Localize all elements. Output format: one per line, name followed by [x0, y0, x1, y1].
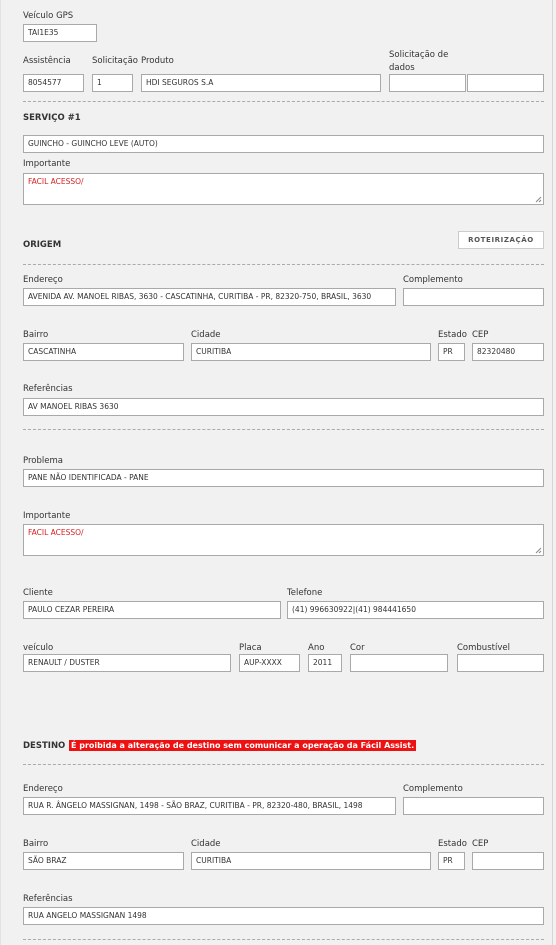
- servico-importante-label: Importante: [23, 159, 71, 169]
- origem-estado-input[interactable]: PR: [438, 343, 465, 361]
- placa-input[interactable]: AUP-XXXX: [239, 654, 300, 672]
- origem-complemento-label: Complemento: [403, 275, 463, 285]
- divider: [23, 264, 544, 265]
- solicitacao-dados-input-1[interactable]: [389, 74, 466, 92]
- destino-complemento-label: Complemento: [403, 784, 463, 794]
- problema-importante-textarea[interactable]: [23, 524, 544, 556]
- cliente-label: Cliente: [23, 588, 53, 598]
- destino-warning: É proibida a alteração de destino sem comunicar a operação da Fácil Assist.: [71, 741, 415, 750]
- problema-label: Problema: [23, 456, 63, 466]
- problema-input[interactable]: PANE NÃO IDENTIFICADA - PANE: [23, 469, 544, 487]
- resize-grip-icon[interactable]: [534, 195, 542, 203]
- servico-importante-text: FACIL ACESSO/: [28, 177, 84, 186]
- telefone-input[interactable]: (41) 996630922|(41) 984441650: [287, 601, 544, 619]
- origem-complemento-input[interactable]: [403, 288, 544, 306]
- combustivel-label: Combustível: [457, 643, 510, 653]
- destino-complemento-input[interactable]: [403, 797, 544, 815]
- servico-title: SERVIÇO #1: [23, 113, 81, 123]
- veiculo-input[interactable]: RENAULT / DUSTER: [23, 654, 231, 672]
- destino-cep-input[interactable]: [472, 852, 544, 870]
- destino-title: DESTINO: [23, 741, 66, 751]
- destino-cidade-input[interactable]: CURITIBA: [191, 852, 431, 870]
- destino-endereco-label: Endereço: [23, 784, 63, 794]
- destino-referencias-input[interactable]: RUA ANGELO MASSIGNAN 1498: [23, 907, 544, 925]
- divider: [23, 939, 544, 940]
- produto-label: Produto: [141, 56, 174, 66]
- origem-referencias-input[interactable]: AV MANOEL RIBAS 3630: [23, 398, 544, 416]
- destino-estado-input[interactable]: PR: [438, 852, 465, 870]
- resize-grip-icon[interactable]: [534, 546, 542, 554]
- veiculo-gps-input[interactable]: TAI1E35: [23, 24, 97, 42]
- cor-label: Cor: [350, 643, 365, 653]
- problema-importante-label: Importante: [23, 511, 71, 521]
- solicitacao-dados-label-line2: dados: [389, 63, 415, 73]
- combustivel-input[interactable]: [457, 654, 544, 672]
- origem-cep-input[interactable]: 82320480: [472, 343, 544, 361]
- ano-label: Ano: [308, 643, 325, 653]
- origem-bairro-input[interactable]: CASCATINHA: [23, 343, 184, 361]
- destino-endereco-input[interactable]: RUA R. ÂNGELO MASSIGNAN, 1498 - SÃO BRAZ, CURITIBA - PR, 82320-480, BRASIL, 1498: [23, 797, 396, 815]
- produto-input[interactable]: HDI SEGUROS S.A: [141, 74, 381, 92]
- problema-importante-text: FACIL ACESSO/: [28, 528, 84, 537]
- destino-bairro-input[interactable]: SÃO BRAZ: [23, 852, 184, 870]
- veiculo-label: veículo: [23, 643, 54, 653]
- destino-cidade-label: Cidade: [191, 839, 221, 849]
- cor-input[interactable]: [350, 654, 448, 672]
- assistencia-input[interactable]: 8054577: [23, 74, 84, 92]
- origem-referencias-label: Referências: [23, 384, 73, 394]
- solicitacao-label: Solicitação: [92, 56, 138, 66]
- origem-title: ORIGEM: [23, 240, 62, 250]
- cliente-input[interactable]: PAULO CEZAR PEREIRA: [23, 601, 281, 619]
- origem-cep-label: CEP: [472, 330, 489, 340]
- divider: [23, 429, 544, 430]
- veiculo-gps-label: Veículo GPS: [23, 11, 74, 21]
- assistencia-label: Assistência: [23, 56, 71, 66]
- ano-input[interactable]: 2011: [308, 654, 342, 672]
- destino-bairro-label: Bairro: [23, 839, 49, 849]
- divider: [23, 764, 544, 765]
- origem-bairro-label: Bairro: [23, 330, 49, 340]
- destino-cep-label: CEP: [472, 839, 489, 849]
- servico-input[interactable]: GUINCHO - GUINCHO LEVE (AUTO): [23, 135, 544, 153]
- origem-estado-label: Estado: [438, 330, 467, 340]
- solicitacao-dados-label: Solicitação de: [389, 50, 449, 60]
- servico-importante-textarea[interactable]: [23, 173, 544, 205]
- placa-label: Placa: [239, 643, 262, 653]
- divider: [23, 101, 544, 102]
- telefone-label: Telefone: [287, 588, 323, 598]
- origem-cidade-input[interactable]: CURITIBA: [191, 343, 431, 361]
- solicitacao-input[interactable]: 1: [92, 74, 133, 92]
- origem-endereco-label: Endereço: [23, 275, 63, 285]
- roteirizacao-button[interactable]: ROTEIRIZAÇÃO: [458, 231, 544, 249]
- solicitacao-dados-input-2[interactable]: [467, 74, 544, 92]
- origem-cidade-label: Cidade: [191, 330, 221, 340]
- destino-referencias-label: Referências: [23, 894, 73, 904]
- destino-estado-label: Estado: [438, 839, 467, 849]
- origem-endereco-input[interactable]: AVENIDA AV. MANOEL RIBAS, 3630 - CASCATINHA, CURITIBA - PR, 82320-750, BRASIL, 3630: [23, 288, 396, 306]
